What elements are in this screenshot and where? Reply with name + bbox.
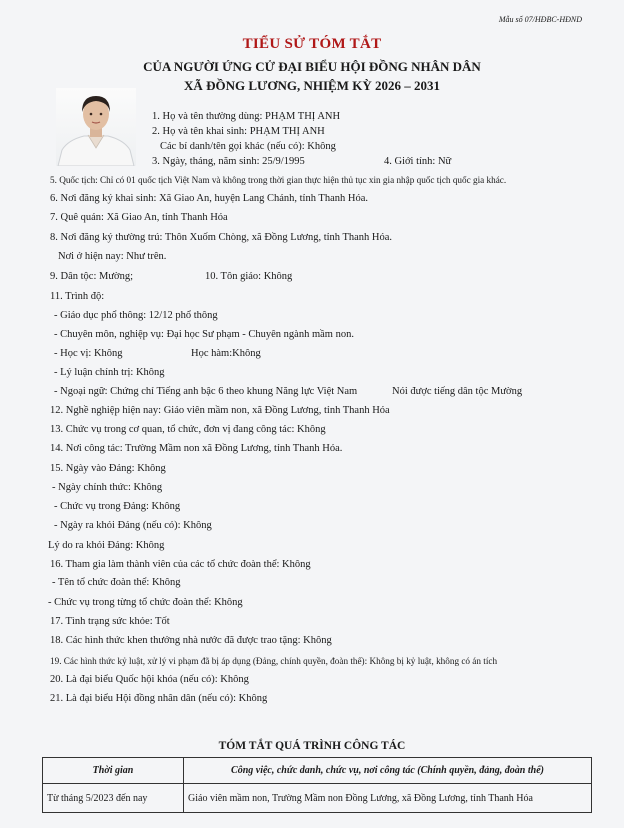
field-education-heading: 11. Trình độ: (50, 291, 105, 302)
field-general-education: - Giáo dục phổ thông: 12/12 phổ thông (54, 310, 218, 321)
column-header-time: Thời gian (43, 758, 184, 784)
column-header-work: Công việc, chức danh, chức vụ, nơi công tác (Chính quyền, đảng, đoàn thể) (184, 758, 592, 784)
field-nationality: 5. Quốc tịch: Chỉ có 01 quốc tịch Việt Nam và không trong thời gian thực hiện thủ tục xin gia nhập quốc tịch quốc gia khác. (50, 175, 507, 185)
field-party-admission-date: 15. Ngày vào Đảng: Không (50, 463, 166, 474)
field-permanent-residence: 8. Nơi đăng ký thường trú: Thôn Xuốm Chòng, xã Đồng Lương, tỉnh Thanh Hóa. (50, 232, 393, 243)
field-political-theory: - Lý luận chính trị: Không (54, 367, 165, 378)
field-organization-name: - Tên tổ chức đoàn thể: Không (52, 577, 181, 588)
cell-time: Từ tháng 5/2023 đến nay (43, 784, 184, 813)
field-health-status: 17. Tình trạng sức khỏe: Tốt (50, 616, 170, 627)
candidate-portrait-photo (56, 88, 136, 166)
field-party-position: - Chức vụ trong Đảng: Không (54, 501, 181, 512)
field-council-delegate: 21. Là đại biểu Hội đồng nhân dân (nếu có): Không (50, 693, 268, 704)
field-hometown: 7. Quê quán: Xã Giao An, tỉnh Thanh Hóa (50, 212, 228, 223)
document-subtitle: CỦA NGƯỜI ỨNG CỬ ĐẠI BIỂU HỘI ĐỒNG NHÂN DÂN (143, 59, 481, 74)
field-position: 13. Chức vụ trong cơ quan, tổ chức, đơn vị đang công tác: Không (50, 424, 326, 435)
table-header-row (43, 758, 592, 784)
field-academic-title: Học hàm:Không (191, 348, 261, 359)
table-row (43, 784, 592, 813)
field-national-assembly-delegate: 20. Là đại biểu Quốc hội khóa (nếu có): Không (50, 674, 249, 685)
work-history-table (42, 757, 592, 813)
field-foreign-language: - Ngoại ngữ: Chứng chỉ Tiếng anh bậc 6 theo khung Năng lực Việt Nam (54, 386, 358, 397)
field-organization-position: - Chức vụ trong từng tổ chức đoàn thể: Không (48, 597, 243, 608)
field-ethnic-language: Nói được tiếng dân tộc Mường (392, 386, 523, 397)
field-date-of-birth: 3. Ngày, tháng, năm sinh: 25/9/1995 (152, 156, 305, 167)
field-workplace: 14. Nơi công tác: Trường Mầm non xã Đồng Lương, tỉnh Thanh Hóa. (50, 443, 343, 454)
document-subtitle-term: XÃ ĐỒNG LƯƠNG, NHIỆM KỲ 2026 – 2031 (184, 78, 440, 93)
field-professional-qualification: - Chuyên môn, nghiệp vụ: Đại học Sư phạm - Chuyên ngành mầm non. (54, 329, 354, 340)
field-religion: 10. Tôn giáo: Không (205, 271, 293, 282)
field-disciplinary-record: 19. Các hình thức kỷ luật, xử lý vi phạm đã bị áp dụng (Đảng, chính quyền, đoàn thể): Không bị kỷ luật, không có án tích (50, 656, 498, 666)
field-aliases: Các bí danh/tên gọi khác (nếu có): Không (160, 141, 336, 152)
work-history-title: TÓM TẮT QUÁ TRÌNH CÔNG TÁC (218, 740, 406, 752)
field-party-exit-date: - Ngày ra khỏi Đảng (nếu có): Không (54, 520, 212, 531)
field-organization-membership: 16. Tham gia làm thành viên của các tổ chức đoàn thể: Không (50, 559, 311, 570)
field-current-occupation: 12. Nghề nghiệp hiện nay: Giáo viên mầm non, xã Đồng Lương, tỉnh Thanh Hóa (50, 405, 390, 416)
field-current-residence: Nơi ở hiện nay: Như trên. (58, 251, 167, 262)
document-title: TIỂU SỬ TÓM TẮT (242, 36, 382, 52)
field-party-exit-reason: Lý do ra khỏi Đảng: Không (48, 540, 165, 551)
field-birth-name: 2. Họ và tên khai sinh: PHẠM THỊ ANH (152, 126, 325, 137)
field-gender: 4. Giới tính: Nữ (384, 156, 452, 167)
field-state-awards: 18. Các hình thức khen thưởng nhà nước đã được trao tặng: Không (50, 635, 332, 646)
field-party-official-date: - Ngày chính thức: Không (52, 482, 163, 493)
cell-work-description: Giáo viên mầm non, Trường Mầm non Đồng Lương, xã Đồng Lương, tỉnh Thanh Hóa (184, 784, 592, 813)
field-common-name: 1. Họ và tên thường dùng: PHẠM THỊ ANH (152, 111, 341, 122)
field-academic-degree: - Học vị: Không (54, 348, 123, 359)
form-code: Mẫu số 07/HĐBC-HĐND (498, 15, 582, 24)
field-ethnicity: 9. Dân tộc: Mường; (50, 271, 133, 282)
field-birth-registration-place: 6. Nơi đăng ký khai sinh: Xã Giao An, huyện Lang Chánh, tỉnh Thanh Hóa. (50, 193, 368, 204)
